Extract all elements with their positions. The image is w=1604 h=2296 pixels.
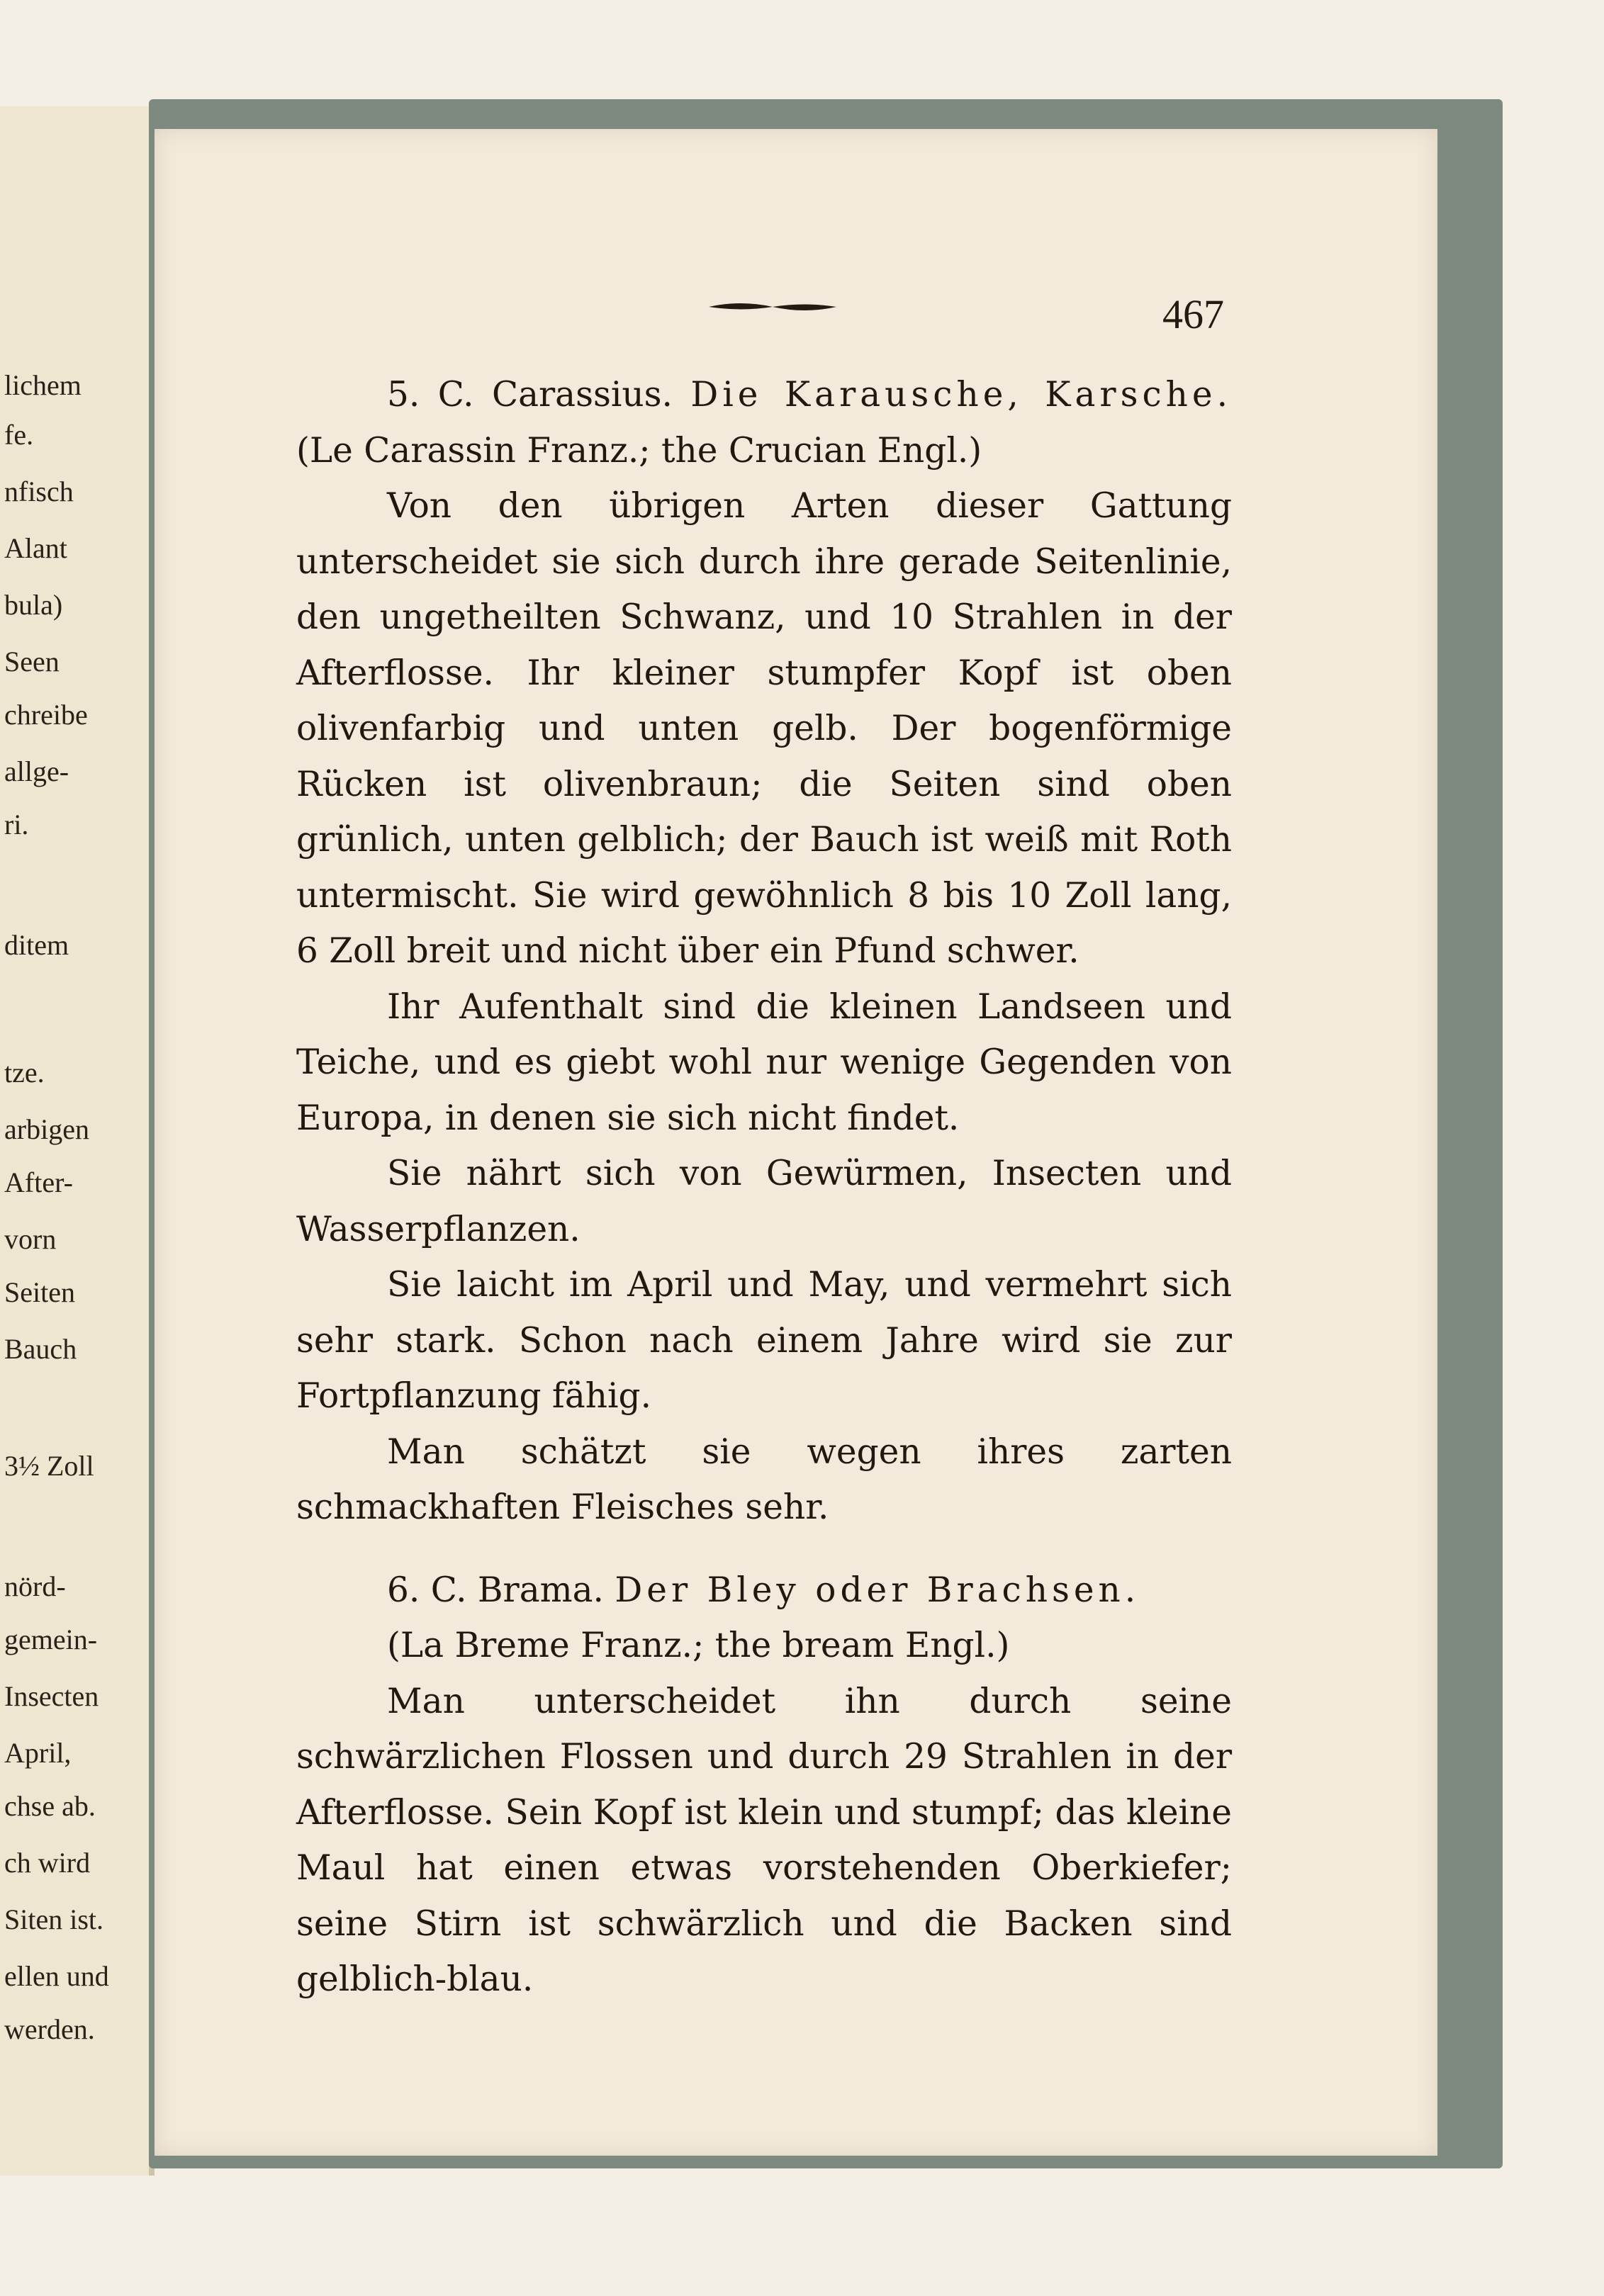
- left-fragment: chse ab.: [4, 1790, 96, 1822]
- left-fragment: Alant: [4, 532, 67, 564]
- left-fragment: Seiten: [4, 1276, 75, 1308]
- left-fragment: allge-: [4, 755, 69, 787]
- paragraph: Sie nährt sich von Gewürmen, Insecten und Wasserpflanzen.: [296, 1154, 1232, 1249]
- paragraph: Ihr Aufenthalt sind die kleinen Landseen und Teiche, und es giebt wohl nur wenige Gegenden von Europa, in denen sie sich nicht findet.: [296, 986, 1232, 1138]
- left-fragment: ri.: [4, 809, 29, 840]
- left-fragment: tze.: [4, 1057, 45, 1088]
- section-german-name: Der Bley oder Brachsen.: [615, 1570, 1140, 1610]
- section-german-name: Die Karausche, Karsche.: [690, 375, 1232, 415]
- section-heading: [296, 1563, 1232, 1619]
- left-fragment: bula): [4, 589, 63, 621]
- left-fragment: werden.: [4, 2013, 95, 2045]
- left-fragment: ellen und: [4, 1960, 109, 1992]
- left-fragment: lichem: [4, 369, 82, 401]
- page-number: 467: [1162, 291, 1224, 337]
- left-fragment: gemein-: [4, 1623, 98, 1655]
- left-page-edge: [0, 106, 155, 2176]
- left-fragment: nörd-: [4, 1570, 66, 1602]
- left-fragment: 3½ Zoll: [4, 1450, 94, 1482]
- left-fragment: Insecten: [4, 1680, 99, 1712]
- section-synonyms: (La Breme Franz.; the bream Engl.): [387, 1626, 1010, 1665]
- paragraph: Von den übrigen Arten dieser Gattung unterscheidet sie sich durch ihre gerade Seitenlinie, den ungetheilten Schwanz, und 10 Strahlen in der Afterflosse. Ihr kleiner stumpfer Kopf ist oben olivenfarbig und unten gelb. Der bogenförmige Rücken ist olivenbraun; die Seiten sind oben grünlich, unten gelblich; der Bauch ist weiß mit Roth untermischt. Sie wird gewöhnlich 8 bis 10 Zoll lang, 6 Zoll breit und nicht über ein Pfund schwer.: [296, 486, 1232, 971]
- left-fragment: After-: [4, 1166, 73, 1198]
- left-fragment: Siten ist.: [4, 1903, 104, 1935]
- section-heading: [296, 367, 1232, 478]
- ornament-divider-icon: [709, 296, 836, 317]
- left-fragment: nfisch: [4, 475, 74, 507]
- left-fragment: April,: [4, 1737, 72, 1769]
- left-fragment: Bauch: [4, 1333, 77, 1365]
- left-fragment: ch wird: [4, 1847, 91, 1879]
- left-fragment: Seen: [4, 646, 60, 677]
- section-number-latin: 5. C. Carassius.: [387, 375, 673, 415]
- left-fragment: chreibe: [4, 699, 88, 731]
- left-fragment: fe.: [4, 419, 34, 451]
- paragraph: Sie laicht im April und May, und vermehrt sich sehr stark. Schon nach einem Jahre wird sie zur Fortpflanzung fähig.: [296, 1265, 1232, 1416]
- left-fragment: vorn: [4, 1223, 57, 1255]
- paragraph: Man schätzt sie wegen ihres zarten schmackhaften Fleisches sehr.: [296, 1431, 1232, 1527]
- page-body: [296, 367, 1232, 2008]
- section-synonyms: (Le Carassin Franz.; the Crucian Engl.): [296, 430, 982, 471]
- left-fragment: ditem: [4, 929, 69, 961]
- paragraph: Man unterscheidet ihn durch seine schwärzlichen Flossen und durch 29 Strahlen in der Afterflosse. Sein Kopf ist klein und stumpf; das kleine Maul hat einen etwas vorstehenden Oberkiefer; seine Stirn ist schwärzlich und die Backen sind gelblich-blau.: [296, 1681, 1232, 1999]
- left-fragment: arbigen: [4, 1113, 89, 1145]
- section-number-latin: 6. C. Brama.: [387, 1570, 604, 1610]
